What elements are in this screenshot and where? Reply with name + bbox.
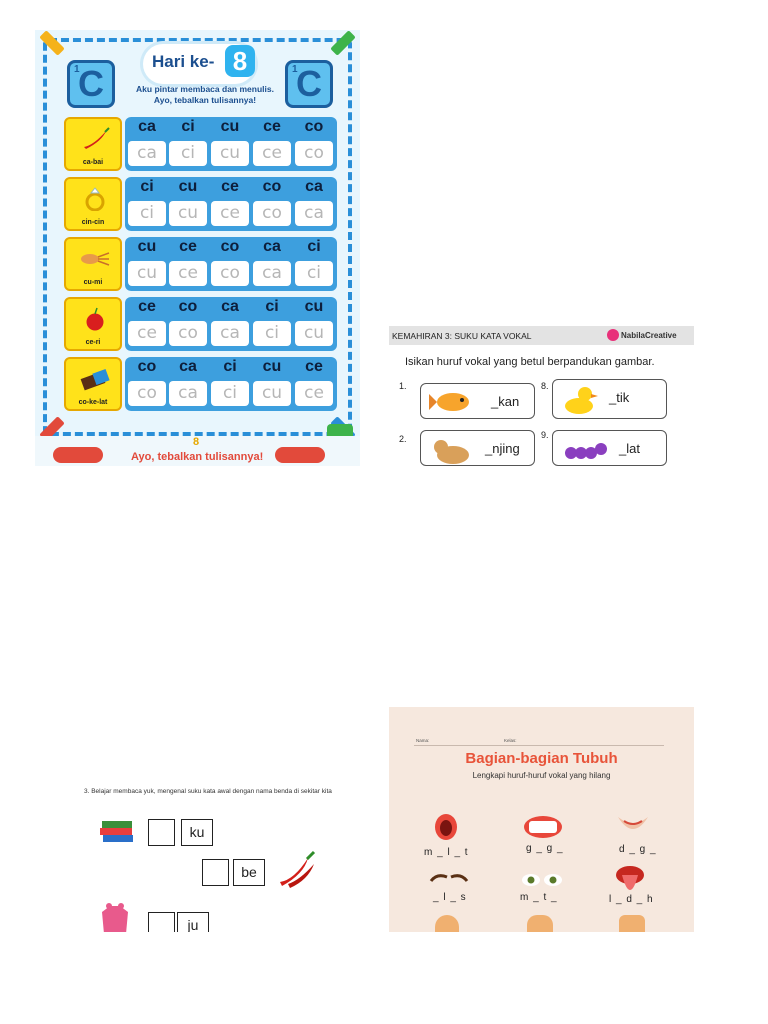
syllable-box: ju <box>177 912 209 932</box>
footer-tag-left <box>53 447 103 463</box>
word-label: ce-ri <box>85 339 101 346</box>
trace-box[interactable]: ca <box>295 201 333 226</box>
syllable-worksheet[interactable] <box>35 30 360 466</box>
answer-box[interactable] <box>148 819 175 846</box>
syllable: cu <box>304 298 324 315</box>
duck-icon <box>561 384 601 416</box>
syllable-row <box>64 297 336 351</box>
mouth-icon <box>433 813 459 841</box>
trace-box[interactable]: ce <box>211 201 249 226</box>
word-label: cu-mi <box>83 279 103 286</box>
syllable-row <box>64 237 336 291</box>
class-label: Kelas: <box>504 738 517 743</box>
worksheet-subtitle: Lengkapi huruf-huruf vokal yang hilang <box>472 771 611 780</box>
word-blank: _kan <box>491 394 520 409</box>
intro-line-1: Aku pintar membaca dan menulis. <box>136 84 274 94</box>
word-label: cin-cin <box>81 219 105 226</box>
syllable: cu <box>220 118 240 135</box>
syllable: ca <box>263 238 281 255</box>
syllable-panel <box>125 357 337 411</box>
syllable: ci <box>307 238 321 255</box>
picture-card <box>64 117 122 171</box>
word-blank[interactable]: m _ l _ t <box>424 847 469 858</box>
word-blank[interactable]: d _ g _ <box>619 844 657 855</box>
syllable: ca <box>138 118 156 135</box>
squid-icon <box>80 247 110 271</box>
header-title: KEMAHIRAN 3: SUKU KATA VOKAL <box>392 331 532 341</box>
stroke-number: 1 <box>292 64 298 75</box>
ring-icon <box>80 187 110 211</box>
question-card[interactable] <box>552 379 667 419</box>
caterpillar-icon <box>561 437 609 466</box>
syllable: ce <box>179 238 197 255</box>
syllable: ci <box>223 358 237 375</box>
question-card[interactable] <box>420 430 535 466</box>
divider <box>414 745 664 746</box>
letter: C <box>296 63 322 104</box>
trace-box[interactable]: ce <box>253 141 291 166</box>
instruction: Isikan huruf vokal yang betul berpandukan gambar. <box>405 356 655 368</box>
trace-box[interactable]: ce <box>295 381 333 406</box>
syllable: ca <box>305 178 323 195</box>
letter: C <box>78 63 104 104</box>
word-blank: _tik <box>609 390 630 405</box>
trace-box[interactable]: cu <box>253 381 291 406</box>
syllable: co <box>262 178 282 195</box>
instruction: 3. Belajar membaca yuk, mengenal suku kata awal dengan nama benda di sekitar kita <box>84 788 332 795</box>
question-number: 2. <box>399 434 407 444</box>
cherry-icon <box>80 307 110 331</box>
worksheet-title: Bagian-bagian Tubuh <box>465 750 618 767</box>
syllable: co <box>178 298 198 315</box>
letter-c-badge-right <box>285 60 333 108</box>
trace-box[interactable]: co <box>169 321 207 346</box>
body-parts-worksheet[interactable] <box>389 707 694 932</box>
syllable-box: be <box>233 859 265 886</box>
trace-box[interactable]: co <box>128 381 166 406</box>
chocolate-icon <box>80 367 110 391</box>
letter-c-badge-left <box>67 60 115 108</box>
syllable: co <box>304 118 324 135</box>
picture-card <box>64 177 122 231</box>
syllable-fill-worksheet[interactable] <box>60 762 348 932</box>
trace-box[interactable]: ci <box>211 381 249 406</box>
worksheet-header <box>389 326 694 345</box>
trace-box[interactable]: ca <box>169 381 207 406</box>
brand-logo-icon <box>607 329 619 341</box>
stroke-number: 1 <box>74 64 80 75</box>
trace-box[interactable]: ca <box>128 141 166 166</box>
syllable: ce <box>263 118 281 135</box>
name-label: Nama: <box>416 738 430 743</box>
trace-box[interactable]: cu <box>211 141 249 166</box>
chili-icon <box>80 127 110 151</box>
day-number: 8 <box>225 45 255 77</box>
intro-line-2: Ayo, tebalkan tulisannya! <box>153 95 257 105</box>
eyes-icon <box>520 873 564 887</box>
word-blank[interactable]: g _ g _ <box>526 843 564 854</box>
books-icon <box>98 817 138 847</box>
shirt-icon <box>96 902 134 932</box>
trace-box[interactable]: co <box>295 141 333 166</box>
word-blank: _njing <box>485 441 520 456</box>
footer-text: Ayo, tebalkan tulisannya! <box>131 451 264 463</box>
word-blank[interactable]: _ l _ s <box>433 892 467 903</box>
question-number: 8. <box>541 381 549 391</box>
trace-box[interactable]: cu <box>295 321 333 346</box>
syllable: ci <box>265 298 279 315</box>
trace-box[interactable]: ci <box>295 261 333 286</box>
chin-icon <box>616 815 650 837</box>
syllable-box: ku <box>181 819 213 846</box>
word-blank: _lat <box>619 441 640 456</box>
eyebrow-icon <box>429 871 469 883</box>
question-card[interactable] <box>552 430 667 466</box>
vowel-worksheet[interactable] <box>389 326 694 466</box>
question-card[interactable] <box>420 383 535 419</box>
answer-box[interactable] <box>148 912 175 932</box>
page-number: 8 <box>193 436 200 448</box>
trace-box[interactable]: ca <box>211 321 249 346</box>
trace-box[interactable]: cu <box>169 201 207 226</box>
syllable: ce <box>305 358 323 375</box>
picture-card <box>64 357 122 411</box>
syllable-row <box>64 177 336 231</box>
torso-icon <box>619 915 645 932</box>
syllable-row <box>64 357 336 411</box>
trace-box[interactable]: ca <box>253 261 291 286</box>
syllable: ci <box>181 118 195 135</box>
syllable-panel <box>125 117 337 171</box>
word-label: co-ke-lat <box>78 399 108 406</box>
syllable: ce <box>138 298 156 315</box>
chili-icon <box>274 850 318 890</box>
syllable-panel <box>125 297 337 351</box>
tongue-icon <box>615 865 645 897</box>
syllable-panel <box>125 237 337 291</box>
syllable: ce <box>221 178 239 195</box>
word-label: ca-bai <box>82 159 104 166</box>
syllable: cu <box>262 358 282 375</box>
syllable-row <box>64 117 336 171</box>
picture-card <box>64 297 122 351</box>
syllable: co <box>220 238 240 255</box>
trace-box[interactable]: ci <box>128 201 166 226</box>
dog-icon <box>429 437 477 466</box>
trace-box[interactable]: ci <box>169 141 207 166</box>
intro-text <box>121 84 289 106</box>
trace-box[interactable]: ci <box>253 321 291 346</box>
syllable: ca <box>221 298 239 315</box>
syllable: ci <box>140 178 154 195</box>
trace-box[interactable]: co <box>211 261 249 286</box>
footer <box>35 436 360 466</box>
trace-box[interactable]: co <box>253 201 291 226</box>
trace-box[interactable]: cu <box>128 261 166 286</box>
footer-tag-right <box>275 447 325 463</box>
syllable: cu <box>137 238 157 255</box>
brand-name: NabilaCreative <box>621 331 677 340</box>
trace-box[interactable]: ce <box>128 321 166 346</box>
syllable: cu <box>178 178 198 195</box>
syllable: ca <box>179 358 197 375</box>
trace-box[interactable]: ce <box>169 261 207 286</box>
answer-box[interactable] <box>202 859 229 886</box>
syllable-panel <box>125 177 337 231</box>
syllable: co <box>137 358 157 375</box>
word-blank[interactable]: m _ t _ <box>520 892 558 903</box>
question-number: 9. <box>541 430 549 440</box>
teeth-icon <box>523 815 563 839</box>
fish-icon <box>429 390 479 414</box>
ear-icon <box>435 915 459 932</box>
shoulder-icon <box>527 915 553 932</box>
picture-card <box>64 237 122 291</box>
word-blank[interactable]: l _ d _ h <box>609 894 654 905</box>
day-title: Hari ke- <box>152 52 215 71</box>
question-number: 1. <box>399 381 407 391</box>
